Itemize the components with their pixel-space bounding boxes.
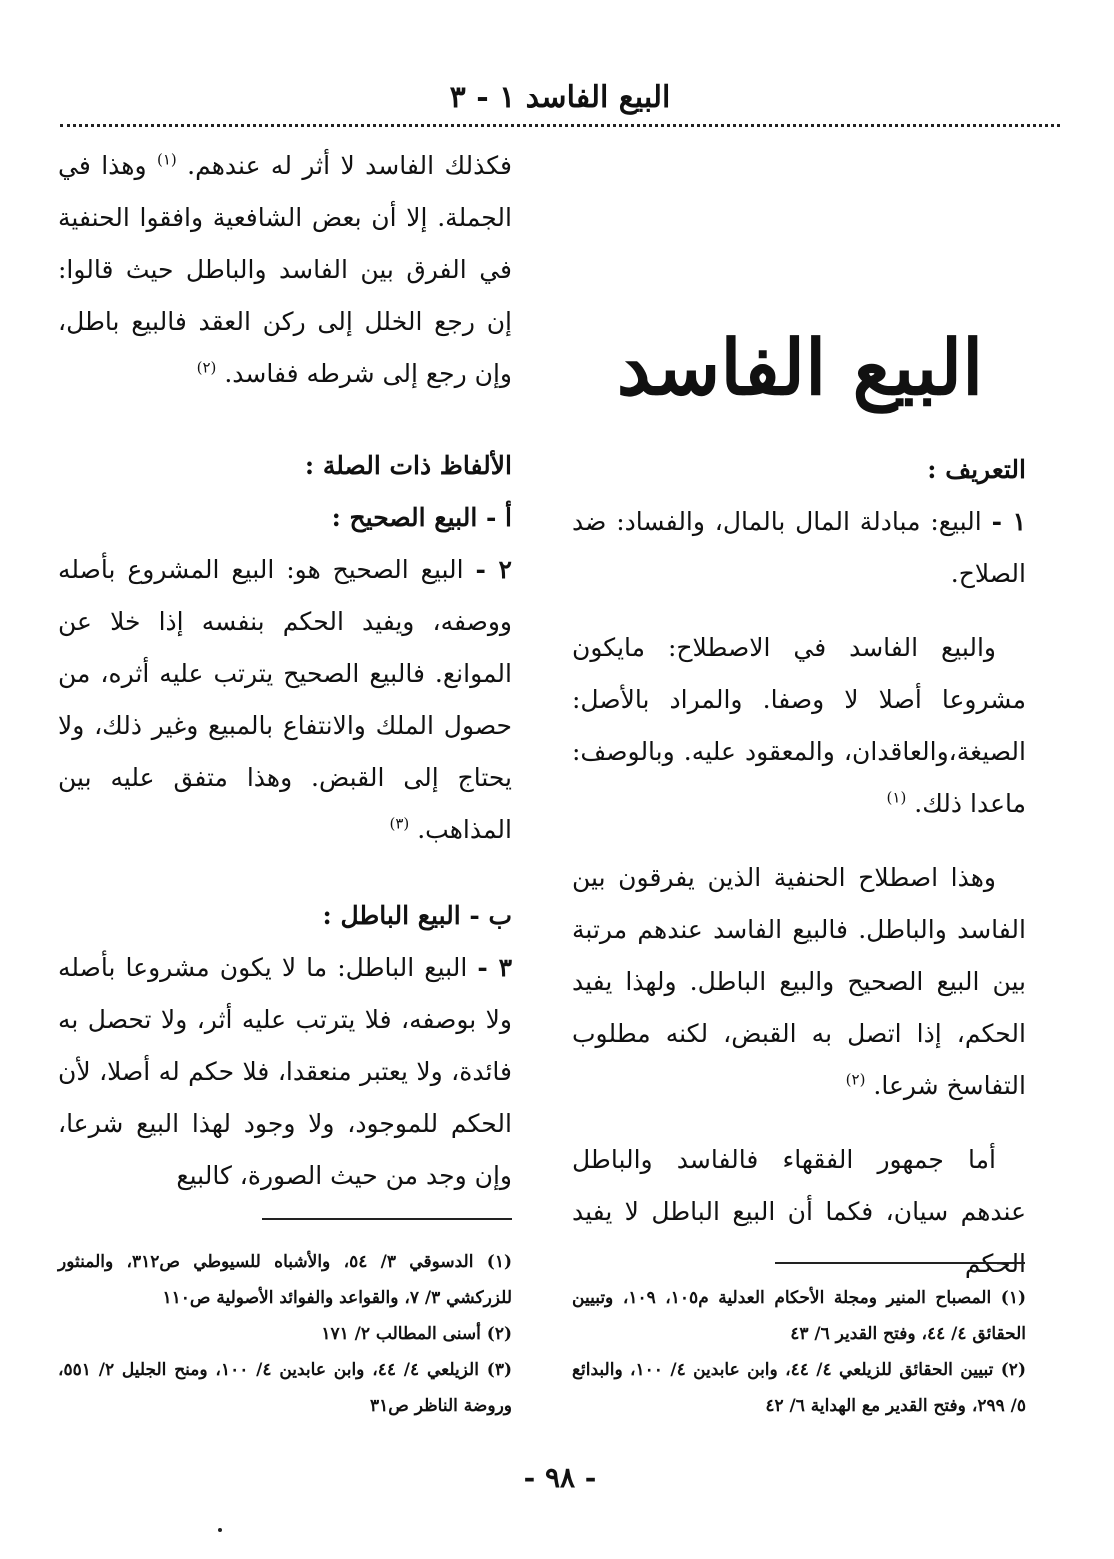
- footnote: (٢) تبيين الحقائق للزيلعي ٤/ ٤٤، وابن عابدين ٤/ ١٠٠، والبدائع ٥/ ٢٩٩، وفتح القدير مع الهداية ٦/ ٤٢: [572, 1360, 1026, 1416]
- paragraph-hanafi-text: وهذا اصطلاح الحنفية الذين يفرقون بين الفاسد والباطل. فالبيع الفاسد عندهم مرتبة بين البيع الصحيح والبيع الباطل. ولهذا يفيد الحكم، إذا اتصل به القبض، لكنه مطلوب التفاسخ شرعا.: [572, 863, 1026, 1100]
- paragraph-continuation-text-2: وهذا في الجملة. إلا أن بعض الشافعية وافقوا الحنفية في الفرق بين الفاسد والباطل حيث قالوا: إن رجع الخلل إلى ركن العقد فالبيع باطل، وإن رجع إلى شرطه ففاسد.: [58, 151, 512, 388]
- related-terms-section: [58, 440, 512, 856]
- page-number: - ٩٨ -: [523, 1461, 597, 1494]
- paragraph-continuation: [58, 140, 512, 400]
- left-column: [58, 140, 512, 400]
- paragraph-valid-sale: [58, 544, 512, 856]
- paragraph-number: ١ -: [991, 507, 1026, 536]
- right-column: [572, 444, 1026, 1290]
- section-heading-related: الألفاظ ذات الصلة :: [304, 451, 512, 480]
- footnote: (٢) أسنى المطالب ٢/ ١٧١: [321, 1324, 512, 1344]
- running-header: البيع الفاسد ١ - ٣: [449, 80, 671, 115]
- paragraph-valid-sale-text: البيع الصحيح هو: البيع المشروع بأصله ووصفه، ويفيد الحكم بنفسه إذا خلا عن الموانع. فالبيع الصحيح يترتب عليه أثره، من حصول الملك والانتفاع بالمبيع وغير ذلك، ولا يحتاج إلى القبض. وهذا متفق عليه بين المذاهب.: [58, 555, 512, 844]
- paragraph-definition-text: البيع: مبادلة المال بالمال، والفساد: ضد الصلاح.: [572, 507, 1026, 588]
- scan-speck: [218, 1528, 222, 1532]
- footnotes-left: [58, 1244, 512, 1424]
- subheading-valid-sale: أ - البيع الصحيح :: [331, 503, 512, 532]
- paragraph-number: ٣ -: [477, 953, 512, 982]
- paragraph-terminology: [572, 622, 1026, 830]
- footnote-rule-right: [775, 1262, 1025, 1264]
- section-heading-definition: التعريف :: [927, 455, 1026, 484]
- footnote: (٣) الزيلعي ٤/ ٤٤، وابن عابدين ٤/ ١٠٠، ومنح الجليل ٢/ ٥٥١، وروضة الناظر ص٣١: [58, 1360, 513, 1416]
- footnote-ref: (١): [886, 788, 907, 807]
- paragraph-void-sale: [58, 942, 512, 1202]
- header-dotted-rule: [60, 124, 1060, 127]
- footnotes-right: [572, 1280, 1026, 1424]
- footnote: (١) المصباح المنير ومجلة الأحكام العدلية م١٠٥، ١٠٩، وتبيين الحقائق ٤/ ٤٤، وفتح القدير ٦/ ٤٣: [572, 1288, 1026, 1344]
- footnote: (١) الدسوقي ٣/ ٥٤، والأشباه للسيوطي ص٣١٢، والمنثور للزركشي ٣/ ٧، والقواعد والفوائد الأصولية ص١١٠: [58, 1252, 513, 1308]
- paragraph-hanafi: [572, 852, 1026, 1112]
- paragraph-definition: [572, 496, 1026, 600]
- footnote-ref: (٢): [845, 1070, 866, 1089]
- footnote-rule-left: [262, 1218, 512, 1220]
- subheading-void-sale: ب - البيع الباطل :: [322, 901, 512, 930]
- footnote-ref: (٣): [389, 814, 410, 833]
- paragraph-majority: أما جمهور الفقهاء فالفاسد والباطل عندهم سيان، فكما أن البيع الباطل لا يفيد الحكم: [572, 1145, 1026, 1278]
- paragraph-number: ٢ -: [475, 555, 512, 584]
- footnote-ref: (١): [156, 150, 177, 169]
- paragraph-void-sale-text: البيع الباطل: ما لا يكون مشروعا بأصله ولا بوصفه، فلا يترتب عليه أثر، ولا تحصل به فائدة، ولا يعتبر منعقدا، فلا حكم له أصلا، لأن الحكم للموجود، ولا وجود لهذا البيع شرعا، وإن وجد من حيث الصورة، كالبيع: [58, 953, 512, 1190]
- paragraph-continuation-text: فكذلك الفاسد لا أثر له عندهم.: [187, 151, 513, 180]
- article-title: البيع الفاسد: [616, 323, 984, 412]
- footnote-ref: (٢): [196, 358, 217, 377]
- void-sale-section: [58, 890, 512, 1202]
- paragraph-terminology-text: والبيع الفاسد في الاصطلاح: مايكون مشروعا أصلا لا وصفا. والمراد بالأصل: الصيغة،والعاقدان، والمعقود عليه. وبالوصف: ماعدا ذلك.: [572, 633, 1026, 818]
